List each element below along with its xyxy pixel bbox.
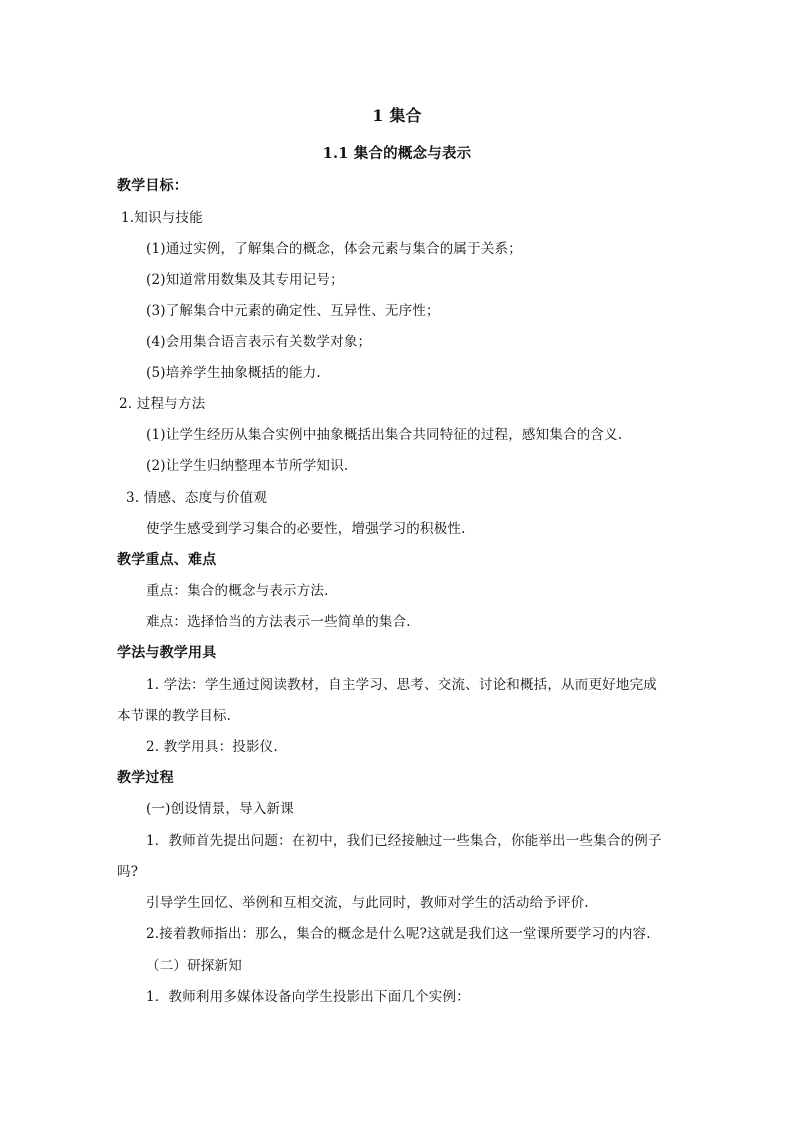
paragraph: 1．教师利用多媒体设备向学生投影出下面几个实例： xyxy=(146,989,470,1005)
list-item: (2)知道常用数集及其专用记号； xyxy=(146,272,344,288)
paragraph: 2.接着教师指出：那么，集合的概念是什么呢?这就是我们这一堂课所要学习的内容. xyxy=(146,926,651,942)
step-heading: （二）研探新知 xyxy=(146,958,242,974)
subsection-emotion: 3. 情感、态度与价值观 xyxy=(126,490,268,506)
list-item: (2)让学生归纳整理本节所学知识. xyxy=(146,458,349,474)
paragraph: 引导学生回忆、举例和互相交流，与此同时，教师对学生的活动给予评价. xyxy=(146,895,589,911)
list-item: (3)了解集合中元素的确定性、互异性、无序性； xyxy=(146,303,440,319)
document-title: 1 集合 xyxy=(372,106,422,125)
paragraph-continuation: 本节课的教学目标. xyxy=(117,708,232,724)
list-item: (1)通过实例，了解集合的概念，体会元素与集合的属于关系； xyxy=(146,241,522,257)
paragraph: 1．教师首先提出问题：在初中，我们已经接触过一些集合，你能举出一些集合的例子 xyxy=(146,833,662,849)
paragraph-continuation: 吗? xyxy=(117,864,139,880)
list-item: (1)让学生经历从集合实例中抽象概括出集合共同特征的过程，感知集合的含义. xyxy=(146,427,623,443)
subsection-process: 2. 过程与方法 xyxy=(119,396,206,412)
step-heading: (一)创设情景，导入新课 xyxy=(146,801,294,817)
subsection-knowledge: 1.知识与技能 xyxy=(121,210,203,226)
section-heading-methods: 学法与教学用具 xyxy=(117,645,217,661)
document-subtitle: 1.1 集合的概念与表示 xyxy=(322,145,472,162)
section-heading-keypoints: 教学重点、难点 xyxy=(117,552,217,568)
paragraph: 1. 学法：学生通过阅读教材，自主学习、思考、交流、讨论和概括，从而更好地完成 xyxy=(146,677,657,693)
section-heading-process: 教学过程 xyxy=(117,770,174,786)
paragraph: 2. 教学用具：投影仪. xyxy=(146,739,278,755)
section-heading-objectives: 教学目标： xyxy=(117,178,188,194)
list-item: 使学生感受到学习集合的必要性，增强学习的积极性. xyxy=(146,521,466,537)
list-item: 重点：集合的概念与表示方法. xyxy=(146,583,329,599)
list-item: (4)会用集合语言表示有关数学对象； xyxy=(146,334,372,350)
list-item: 难点：选择恰当的方法表示一些简单的集合. xyxy=(146,614,411,630)
list-item: (5)培养学生抽象概括的能力. xyxy=(146,365,321,381)
